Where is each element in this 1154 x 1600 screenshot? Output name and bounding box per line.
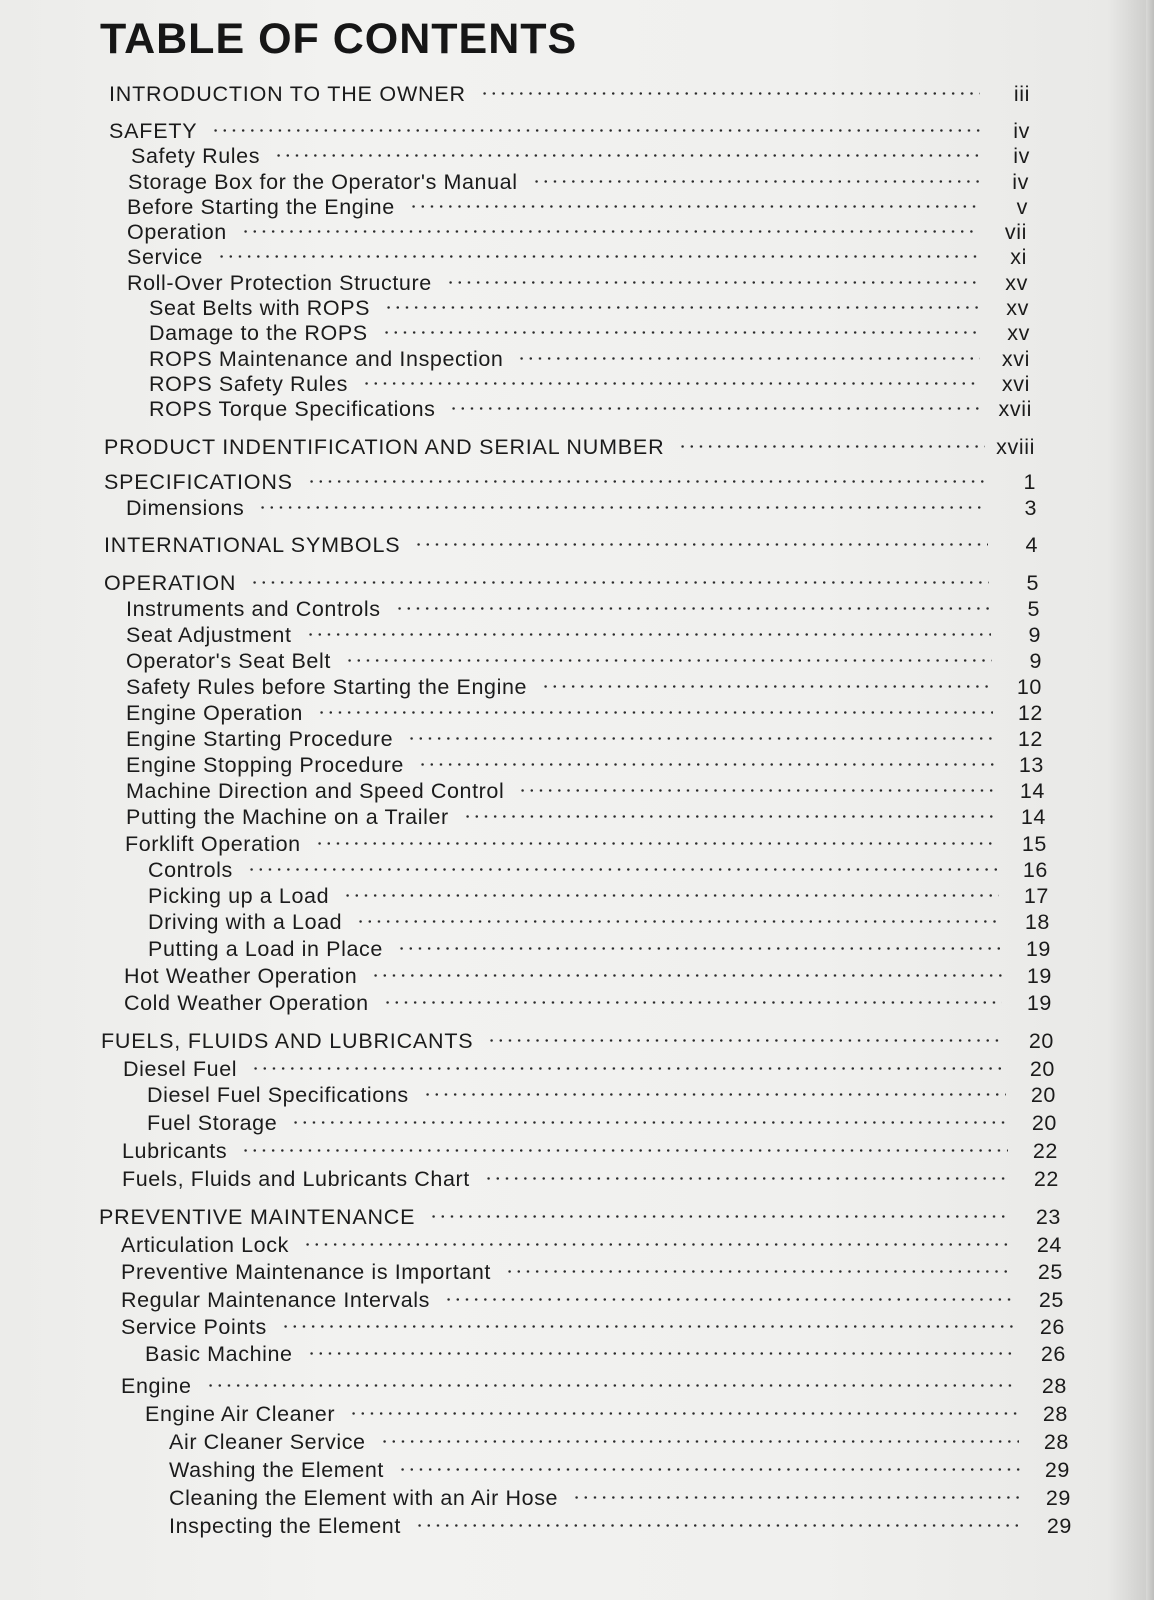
toc-entry-page-number: 12	[1017, 701, 1043, 725]
toc-entry	[121, 1281, 1064, 1312]
toc-entry-label: Putting the Machine on a Trailer	[126, 805, 449, 829]
dot-leader	[505, 1253, 1019, 1279]
toc-entry-page-number: 20	[1028, 1029, 1054, 1053]
toc-entry-label: Fuel Storage	[147, 1111, 278, 1135]
dot-leader	[532, 163, 985, 189]
toc-entry-page-number: xvi	[1001, 347, 1030, 371]
page-title: TABLE OF CONTENTS	[100, 15, 578, 63]
dot-leader	[258, 489, 993, 515]
dot-leader	[395, 590, 996, 616]
toc-entry-page-number: 22	[1032, 1139, 1058, 1163]
toc-entry	[123, 1050, 1055, 1081]
toc-entry-label: Damage to the ROPS	[149, 321, 368, 345]
toc-entry-label: SPECIFICATIONS	[104, 470, 293, 494]
dot-leader	[380, 1423, 1025, 1449]
toc-entry-label: ROPS Torque Specifications	[149, 397, 436, 421]
dot-leader	[303, 1226, 1018, 1252]
toc-entry	[104, 428, 1035, 459]
toc-entry	[127, 238, 1027, 269]
toc-entry-label: PREVENTIVE MAINTENANCE	[99, 1205, 416, 1229]
toc-entry-label: Cold Weather Operation	[124, 991, 369, 1015]
toc-entry-label: PRODUCT INDENTIFICATION AND SERIAL NUMBER	[104, 435, 665, 459]
toc-entry-label: Service	[127, 245, 203, 269]
dot-leader	[407, 720, 999, 746]
toc-entry-page-number: iii	[1013, 82, 1030, 106]
toc-entry	[124, 957, 1052, 988]
toc-entry-label: Operator's Seat Belt	[126, 649, 331, 673]
toc-entry-page-number: 28	[1041, 1374, 1067, 1398]
dot-leader	[307, 1335, 1022, 1361]
toc-entry	[148, 851, 1048, 882]
toc-entry-page-number: 29	[1046, 1514, 1072, 1538]
dot-leader	[291, 1104, 1013, 1130]
toc-entry-label: Washing the Element	[169, 1458, 384, 1482]
toc-entry-label: Controls	[148, 858, 233, 882]
dot-leader	[241, 213, 983, 239]
toc-entry-page-number: 5	[1027, 597, 1040, 621]
toc-entry-page-number: 25	[1038, 1288, 1064, 1312]
toc-entry-label: Regular Maintenance Intervals	[121, 1288, 431, 1312]
toc-entry	[149, 340, 1030, 371]
dot-leader	[250, 564, 995, 590]
toc-entry-page-number: 26	[1040, 1342, 1066, 1366]
toc-entry-label: SAFETY	[109, 119, 198, 143]
toc-entry-label: Seat Adjustment	[126, 623, 292, 647]
toc-entry-page-number: v	[1016, 195, 1028, 219]
toc-entry-label: Roll-Over Protection Structure	[127, 271, 432, 295]
toc-entry	[121, 1308, 1065, 1339]
toc-entry-page-number: 29	[1044, 1458, 1070, 1482]
toc-entry-label: Fuels, Fluids and Lubricants Chart	[122, 1167, 470, 1191]
dot-leader	[409, 188, 984, 214]
toc-entry-label: Driving with a Load	[148, 910, 343, 934]
toc-entry-label: Operation	[127, 220, 227, 244]
toc-entry	[169, 1423, 1069, 1454]
toc-entry	[148, 877, 1049, 908]
toc-entry-page-number: 20	[1029, 1057, 1055, 1081]
toc-entry-label: Safety Rules before Starting the Engine	[126, 675, 528, 699]
toc-entry-page-number: xv	[1007, 321, 1030, 345]
toc-entry	[131, 137, 1030, 168]
toc-entry-page-number: 29	[1045, 1486, 1071, 1510]
page-edge-shadow	[1146, 0, 1154, 1600]
toc-entry-page-number: 5	[1026, 571, 1039, 595]
toc-entry	[147, 1076, 1056, 1107]
dot-leader	[206, 1367, 1023, 1393]
toc-entry	[121, 1226, 1062, 1257]
toc-entry-page-number: 20	[1030, 1083, 1056, 1107]
toc-entry-label: Engine	[121, 1374, 192, 1398]
toc-entry-page-number: xv	[1006, 296, 1029, 320]
dot-leader	[247, 851, 1004, 877]
toc-entry-page-number: 14	[1019, 779, 1045, 803]
toc-entry-page-number: xi	[1010, 245, 1027, 269]
toc-entry-page-number: 3	[1024, 496, 1037, 520]
toc-entry	[122, 1132, 1058, 1163]
toc-entry-page-number: 20	[1031, 1111, 1057, 1135]
toc-entry	[127, 264, 1028, 295]
toc-entry	[126, 489, 1037, 520]
dot-leader	[345, 642, 998, 668]
toc-entry	[109, 112, 1030, 143]
toc-entry-page-number: 15	[1021, 832, 1047, 856]
dot-leader	[356, 903, 1006, 929]
dot-leader	[307, 463, 992, 489]
dot-leader	[397, 930, 1007, 956]
toc-entry	[149, 289, 1029, 320]
toc-entry-label: ROPS Safety Rules	[149, 372, 348, 396]
dot-leader	[241, 1132, 1014, 1158]
toc-entry-label: Preventive Maintenance is Important	[121, 1260, 491, 1284]
toc-entry-page-number: 26	[1039, 1315, 1065, 1339]
dot-leader	[371, 957, 1008, 983]
toc-entry	[149, 390, 1032, 421]
toc-entry-label: Safety Rules	[131, 144, 261, 168]
toc-entry-label: Inspecting the Element	[169, 1514, 401, 1538]
toc-entry	[126, 720, 1043, 751]
toc-entry-label: Before Starting the Engine	[127, 195, 395, 219]
dot-leader	[251, 1050, 1011, 1076]
toc-entry-page-number: xviii	[996, 435, 1035, 459]
dot-leader	[398, 1451, 1026, 1477]
dot-leader	[349, 1395, 1024, 1421]
toc-entry	[169, 1451, 1070, 1482]
dot-leader	[414, 526, 994, 552]
toc-entry	[122, 1160, 1059, 1191]
toc-entry-page-number: 14	[1020, 805, 1046, 829]
toc-entry-page-number: 12	[1017, 727, 1043, 751]
dot-leader	[480, 75, 986, 101]
toc-entry-label: Diesel Fuel Specifications	[147, 1083, 409, 1107]
toc-entry	[149, 365, 1030, 396]
toc-entry	[145, 1335, 1066, 1366]
dot-leader	[517, 340, 986, 366]
dot-leader	[678, 428, 991, 454]
dot-leader	[415, 1507, 1028, 1533]
toc-entry-label: Engine Operation	[126, 701, 303, 725]
toc-entry	[101, 1022, 1054, 1053]
toc-entry	[126, 798, 1046, 829]
dot-leader	[211, 112, 986, 138]
toc-entry	[148, 930, 1051, 961]
dot-leader	[444, 1281, 1020, 1307]
toc-entry-page-number: iv	[1012, 170, 1029, 194]
toc-entry-page-number: xvii	[998, 397, 1032, 421]
toc-entry-page-number: 16	[1022, 858, 1048, 882]
toc-entry	[169, 1479, 1071, 1510]
toc-entry-page-number: 18	[1024, 910, 1050, 934]
toc-entry-label: Articulation Lock	[121, 1233, 289, 1257]
toc-entry	[104, 463, 1036, 494]
toc-entry-page-number: 25	[1037, 1260, 1063, 1284]
dot-leader	[281, 1308, 1021, 1334]
toc-entry	[125, 825, 1047, 856]
dot-leader	[449, 390, 988, 416]
toc-entry	[126, 590, 1040, 621]
toc-entry	[126, 668, 1042, 699]
toc-entry	[127, 188, 1028, 219]
toc-entry-label: Picking up a Load	[148, 884, 330, 908]
toc-entry-label: Cleaning the Element with an Air Hose	[169, 1486, 559, 1510]
toc-entry-page-number: vii	[1004, 220, 1027, 244]
toc-entry	[126, 746, 1044, 777]
dot-leader	[274, 137, 986, 163]
toc-entry	[126, 772, 1045, 803]
toc-entry	[149, 314, 1030, 345]
dot-leader	[362, 365, 986, 391]
toc-entry-page-number: 10	[1016, 675, 1042, 699]
toc-entry-page-number: xv	[1005, 271, 1028, 295]
toc-entry-label: Diesel Fuel	[123, 1057, 238, 1081]
dot-leader	[384, 289, 985, 315]
toc-entry-label: Dimensions	[126, 496, 245, 520]
toc-entry	[109, 75, 1030, 106]
dot-leader	[383, 984, 1008, 1010]
toc-entry-page-number: 24	[1036, 1233, 1062, 1257]
toc-entry-label: Engine Starting Procedure	[126, 727, 394, 751]
dot-leader	[572, 1479, 1027, 1505]
toc-entry-page-number: xvi	[1001, 372, 1030, 396]
toc-entry	[124, 984, 1052, 1015]
toc-entry-page-number: 19	[1026, 991, 1052, 1015]
toc-entry-page-number: 28	[1043, 1430, 1069, 1454]
toc-entry-label: INTERNATIONAL SYMBOLS	[104, 533, 401, 557]
dot-leader	[487, 1022, 1010, 1048]
toc-entry-page-number: iv	[1013, 144, 1030, 168]
toc-entry-page-number: 23	[1035, 1205, 1061, 1229]
toc-entry	[147, 1104, 1057, 1135]
dot-leader	[423, 1076, 1012, 1102]
dot-leader	[315, 825, 1003, 851]
toc-entry-label: Engine Stopping Procedure	[126, 753, 404, 777]
dot-leader	[484, 1160, 1015, 1186]
toc-entry	[104, 564, 1039, 595]
toc-entry-page-number: 4	[1025, 533, 1038, 557]
dot-leader	[382, 314, 986, 340]
toc-entry	[128, 163, 1029, 194]
dot-leader	[217, 238, 983, 264]
toc-entry	[169, 1507, 1072, 1538]
toc-entry-label: Engine Air Cleaner	[145, 1402, 336, 1426]
dot-leader	[418, 746, 1000, 772]
dot-leader	[343, 877, 1005, 903]
toc-entry-page-number: 19	[1026, 964, 1052, 988]
dot-leader	[541, 668, 998, 694]
dot-leader	[306, 616, 997, 642]
toc-entry-label: Storage Box for the Operator's Manual	[128, 170, 518, 194]
toc-entry-label: Lubricants	[122, 1139, 228, 1163]
toc-entry-label: Service Points	[121, 1315, 267, 1339]
toc-entry	[121, 1253, 1063, 1284]
toc-entry	[127, 213, 1027, 244]
toc-entry-page-number: 19	[1025, 937, 1051, 961]
toc-entry-label: ROPS Maintenance and Inspection	[149, 347, 504, 371]
toc-entry-label: Basic Machine	[145, 1342, 293, 1366]
dot-leader	[463, 798, 1002, 824]
toc-entry-label: Air Cleaner Service	[169, 1430, 366, 1454]
toc-entry-page-number: iv	[1013, 119, 1030, 143]
toc-entry	[121, 1367, 1067, 1398]
toc-entry	[126, 616, 1041, 647]
toc-entry	[99, 1198, 1061, 1229]
toc-entry-page-number: 9	[1028, 623, 1041, 647]
toc-entry-page-number: 13	[1018, 753, 1044, 777]
toc-entry-page-number: 17	[1023, 884, 1049, 908]
dot-leader	[446, 264, 984, 290]
toc-entry-label: Machine Direction and Speed Control	[126, 779, 505, 803]
dot-leader	[429, 1198, 1017, 1224]
toc-entry-page-number: 9	[1029, 649, 1042, 673]
toc-entry-label: FUELS, FLUIDS AND LUBRICANTS	[101, 1029, 474, 1053]
toc-entry-page-number: 22	[1033, 1167, 1059, 1191]
toc-entry-label: Forklift Operation	[125, 832, 301, 856]
dot-leader	[518, 772, 1001, 798]
toc-entry-page-number: 1	[1023, 470, 1036, 494]
toc-entry	[148, 903, 1050, 934]
toc-entry	[126, 694, 1043, 725]
toc-entry	[104, 526, 1038, 557]
toc-entry-page-number: 28	[1042, 1402, 1068, 1426]
toc-entry-label: Seat Belts with ROPS	[149, 296, 371, 320]
toc-entry	[145, 1395, 1068, 1426]
toc-entry-label: INTRODUCTION TO THE OWNER	[109, 82, 466, 106]
toc-entry-label: Hot Weather Operation	[124, 964, 358, 988]
dot-leader	[317, 694, 999, 720]
toc-entry-label: Putting a Load in Place	[148, 937, 383, 961]
toc-entry-label: Instruments and Controls	[126, 597, 381, 621]
toc-entry-label: OPERATION	[104, 571, 237, 595]
toc-entry	[126, 642, 1042, 673]
